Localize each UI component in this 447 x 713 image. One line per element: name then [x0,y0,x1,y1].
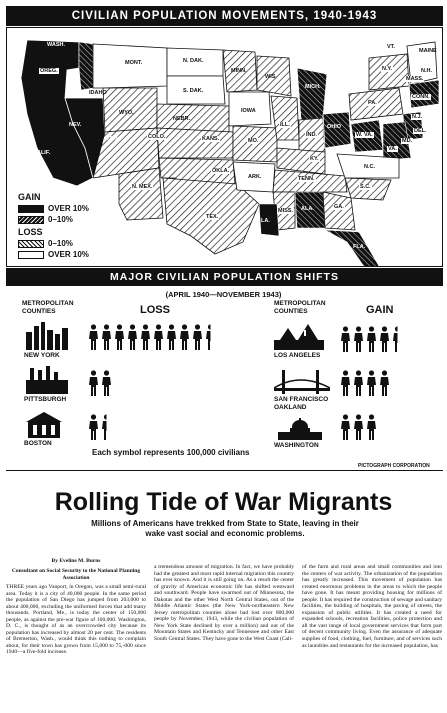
legend-label: 0–10% [48,239,73,248]
state-label-vt: VT. [387,44,395,50]
state-label-ny: N.Y. [382,66,393,72]
person-symbol-icon [340,326,351,352]
map-legend [14,188,93,262]
person-symbol-icon [379,370,390,396]
state-label-wyo: WYO. [119,110,134,116]
person-symbol-icon [353,326,364,352]
person-symbol-icon [340,414,351,440]
map-title: CIVILIAN POPULATION MOVEMENTS, 1940-1943 [71,10,378,22]
state-label-ndak: N. DAK. [183,58,204,64]
state-label-wva: W. VA. [356,132,373,138]
person-symbol-icon [127,324,138,350]
legend-swatch-white [18,251,44,259]
person-symbol-icon [88,414,99,440]
legend-label: OVER 10% [48,204,89,213]
state-label-la: LA. [261,218,270,224]
shifts-subtitle: (APRIL 1940—NOVEMBER 1943) [165,290,282,299]
person-symbol-icon [140,324,151,350]
gain-symbols-san-francisco [340,370,390,396]
legend-loss-over-10 [18,249,89,260]
person-symbol-icon [88,324,99,350]
chart-bottom-rule [6,470,443,471]
legend-loss-title: LOSS [18,227,43,237]
byline-title: Consultant on Social Security to the National Planning Association [11,568,141,581]
gain-header: GAIN [366,304,394,316]
state-label-tenn: TENN. [298,176,315,182]
person-symbol-icon [192,324,203,350]
loss-symbols-new-york [88,324,216,350]
state-label-nj: N.J. [412,114,423,120]
state-label-mo: MO. [248,138,259,144]
washington-capitol-icon [276,418,324,440]
state-label-iowa: IOWA [241,108,256,114]
article-column-3: of the farm and rural areas and small communities and into the centers of war activity. The urbanization of the population has greatly increased. This movement of population has created enormous problems in the areas to which the people have gone. It has meant providing housing for millions of people. It has required the construction of sewage and sanitary facilities, the building of hospitals, the paving of streets, the expansion of public utilities. It has created a need for expanded schools, recreation facilities, police protection and all the vast range of local government services that form part of decent community living. Even the assurance of adequate supplies of food, clothing, fuel, furniture, and of services such as laundries and restaurants for the increased population, has [302,564,442,649]
deck: Millions of Americans have trekked from State to State, leaving in their wake vast social and economic problems. [91,519,359,538]
state-label-pa: PA. [368,100,377,106]
right-column-header: METROPOLITAN COUNTIES [274,300,326,315]
shifts-title: MAJOR CIVILIAN POPULATION SHIFTS [110,271,339,283]
boston-building-icon [24,410,64,438]
state-label-sc: S.C. [360,184,371,190]
state-label-ohio: OHIO [327,124,342,130]
state-label-tex: TEX. [206,214,219,220]
legend-swatch-light-hatch [18,240,44,248]
pittsburgh-factory-icon [24,366,70,394]
state-label-del: DEL. [414,128,427,134]
person-symbol-icon [353,370,364,396]
state-label-sdak: S. DAK. [183,88,204,94]
map-title-band [6,6,443,26]
city-label-washington: WASHINGTON [274,442,319,449]
person-symbol-icon [166,324,177,350]
legend-gain-0-10 [18,214,89,225]
state-label-okla: OKLA. [212,168,230,174]
state-label-kans: KANS. [202,136,220,142]
state-label-conn: CONN. [412,94,430,100]
person-symbol-icon [153,324,164,350]
state-label-ariz: ARIZ. [91,178,106,184]
los-angeles-icon [274,322,324,350]
person-symbol-icon [366,414,377,440]
person-symbol-icon [101,414,112,440]
state-label-nev: NEV. [69,122,82,128]
state-label-ri: R.I. [425,86,434,92]
article-column-1: THREE years ago Vanport, in Oregon, was a small semi-rural area. Today it is a city of 40,000 people. In the same period the population of San Diego has jumped from 203,000 to about 400,000, excluding the uniformed forces that add many thousands. Portland, Me., is today the center of 150,000 people, as against the pre-war figure of 100,000. Washington, D. C., is thought of as an overcrowded city because its population has increased by almost 20 per cent. The residents of Bremerton, Wash., would think this nothing to complain about, for their town has grown from 15,000 to 75,-000 since 1940—a five-fold increase. [6,584,146,656]
san-francisco-bridge-icon [274,370,330,394]
person-symbol-icon [366,326,377,352]
city-label-los-angeles: LOS ANGELES [274,352,321,359]
new-york-skyline-icon [24,322,70,350]
headline: Rolling Tide of War Migrants [54,488,393,516]
state-label-ga: GA. [334,204,344,210]
state-label-nmex: N. MEX. [132,184,153,190]
city-label-pittsburgh: PITTSBURGH [24,396,67,403]
state-label-miss: MISS. [278,208,293,214]
state-label-wis: WIS. [265,74,277,80]
shifts-title-band [6,268,443,286]
state-label-ky: KY. [310,156,319,162]
legend-loss-0-10 [18,238,89,249]
state-label-ala: ALA. [301,206,314,212]
loss-symbols-pittsburgh [88,370,112,396]
city-label-boston: BOSTON [24,440,52,447]
left-column-header: METROPOLITAN COUNTIES [22,300,74,315]
legend-swatch-dark-hatch [18,216,44,224]
gain-symbols-los-angeles [340,326,403,352]
legend-gain-title: GAIN [18,192,41,202]
state-label-nh: N.H. [421,68,432,74]
state-label-oreg: OREG. [40,68,58,74]
state-label-colo: COLO. [148,134,166,140]
legend-label: OVER 10% [48,250,89,259]
state-label-ill: ILL. [280,122,290,128]
state-label-fla: FLA. [353,244,366,250]
state-label-mich: MICH. [305,84,321,90]
person-symbol-icon [392,326,403,352]
person-symbol-icon [340,370,351,396]
person-symbol-icon [114,324,125,350]
person-symbol-icon [88,370,99,396]
article-body [6,558,443,713]
byline: By Eveline M. Burns [51,558,101,564]
state-label-md: MD. [402,138,413,144]
person-symbol-icon [101,370,112,396]
loss-header: LOSS [140,304,170,316]
state-label-nebr: NEBR. [173,116,191,122]
gain-symbols-washington [340,414,377,440]
person-symbol-icon [101,324,112,350]
state-label-mass: MASS. [406,76,424,82]
legend-swatch-solid [18,205,44,213]
state-label-minn: MINN. [231,68,247,74]
state-label-mont: MONT. [125,60,143,66]
person-symbol-icon [179,324,190,350]
symbol-key-note: Each symbol represents 100,000 civilians [92,448,250,457]
state-label-utah: UTAH [105,136,120,142]
person-symbol-icon [205,324,216,350]
state-label-nc: N.C. [364,164,375,170]
article-column-2: a tremendous amount of migration. In fact, we have probably had the greatest and most rapid internal migration this country has ever known. And it is still going on. As a result the center of gravity of American economic life has shifted westward and southward. People have swarmed out of Minnesota, the Dakotas and the other West North Central States, out of the Middle Atlantic States (the New York-northeastern New Jersey metropolitan counties alone had lost over 800,000 people by November, 1943, while the civilian population of New York State declined by over a million) and out of the Mountain States and Kentucky and Tennessee and other East South Central States. They have gone to the West Coast (Cali- [154,564,294,643]
state-label-maine: MAINE [419,48,437,54]
pictograph-credit: PICTOGRAPH CORPORATION [358,463,430,469]
state-label-idaho: IDAHO [89,90,107,96]
state-label-ind: IND. [306,132,317,138]
state-label-calif: CALIF. [33,150,51,156]
state-label-ark: ARK. [248,174,262,180]
person-symbol-icon [366,370,377,396]
legend-gain-over-10 [18,203,89,214]
city-label-san-francisco-oakland: SAN FRANCISCO OAKLAND [274,396,329,411]
city-label-new-york: NEW YORK [24,352,60,359]
legend-label: 0–10% [48,215,73,224]
person-symbol-icon [353,414,364,440]
state-label-wash: WASH. [47,42,66,48]
state-label-va: VA. [388,146,397,152]
loss-symbols-boston [88,414,112,440]
person-symbol-icon [379,326,390,352]
